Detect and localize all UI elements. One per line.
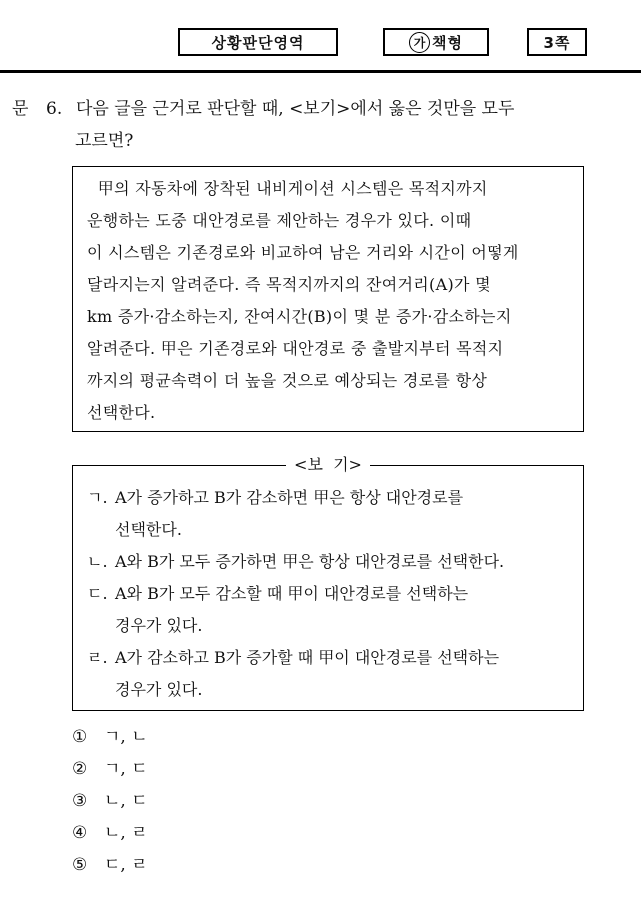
bogi-text: A가 증가하고 B가 감소하면 甲은 항상 대안경로를 (115, 488, 464, 507)
question-number: 6. (46, 99, 63, 119)
answer-option-4[interactable] (72, 822, 148, 854)
bogi-item-nieun (87, 546, 565, 578)
bogi-marker: ㄴ. (87, 552, 108, 571)
bogi-text: A가 감소하고 B가 증가할 때 甲이 대안경로를 선택하는 (115, 648, 500, 667)
option-text: ㄴ, ㄷ (104, 791, 148, 811)
option-number: ① (72, 727, 88, 747)
question-line-1 (12, 98, 514, 120)
question-line-2 (75, 130, 133, 152)
option-text: ㄱ, ㄴ (104, 727, 148, 747)
option-text: ㄷ, ㄹ (104, 855, 148, 875)
bogi-marker: ㄱ. (87, 488, 108, 507)
answer-option-1[interactable] (72, 726, 148, 758)
bogi-item-digeut (87, 578, 565, 610)
bogi-text-cont: 경우가 있다. (115, 680, 203, 699)
page-number: 3쪽 (543, 33, 571, 52)
answer-option-3[interactable] (72, 790, 148, 822)
bogi-text: A와 B가 모두 감소할 때 甲이 대안경로를 선택하는 (115, 584, 469, 603)
bogi-text-cont: 경우가 있다. (115, 616, 203, 635)
question-text-2: 고르면? (75, 131, 134, 151)
bogi-title-text: <보 기> (286, 455, 370, 474)
question-text-1: 다음 글을 근거로 판단할 때, <보기>에서 옳은 것만을 모두 (76, 99, 515, 119)
bogi-text: A와 B가 모두 증가하면 甲은 항상 대안경로를 선택한다. (115, 552, 505, 571)
option-number: ③ (72, 791, 88, 811)
section-header-box (178, 28, 338, 56)
question-label: 문 (12, 99, 29, 119)
answer-options (72, 726, 148, 886)
section-title: 상황판단영역 (211, 33, 305, 52)
bogi-marker: ㄷ. (87, 584, 108, 603)
page-number-box (527, 28, 587, 56)
bogi-item-rieul (87, 642, 565, 674)
answer-option-2[interactable] (72, 758, 148, 790)
passage-box (72, 166, 584, 432)
booklet-type-box (383, 28, 489, 56)
passage-line: km 증가·감소하는지, 잔여시간(B)이 몇 분 증가·감소하는지 (87, 307, 512, 326)
bogi-title (72, 455, 584, 475)
option-number: ④ (72, 823, 88, 843)
passage-line: 까지의 평균속력이 더 높을 것으로 예상되는 경로를 항상 (87, 371, 488, 390)
answer-option-5[interactable] (72, 854, 148, 886)
option-text: ㄴ, ㄹ (104, 823, 148, 843)
booklet-type-mark: 가 (409, 32, 430, 53)
booklet-type-label: 책형 (432, 33, 463, 52)
passage-line: 달라지는지 알려준다. 즉 목적지까지의 잔여거리(A)가 몇 (87, 275, 491, 294)
passage-line: 甲의 자동차에 장착된 내비게이션 시스템은 목적지까지 (87, 179, 488, 198)
passage-line: 이 시스템은 기존경로와 비교하여 남은 거리와 시간이 어떻게 (87, 243, 519, 262)
bogi-box (72, 465, 584, 711)
bogi-marker: ㄹ. (87, 648, 108, 667)
passage-line: 운행하는 도중 대안경로를 제안하는 경우가 있다. 이때 (87, 211, 472, 230)
option-number: ⑤ (72, 855, 88, 875)
passage-line: 선택한다. (87, 403, 156, 422)
passage-line: 알려준다. 甲은 기존경로와 대안경로 중 출발지부터 목적지 (87, 339, 504, 358)
bogi-text-cont: 선택한다. (115, 520, 182, 539)
option-text: ㄱ, ㄷ (104, 759, 148, 779)
header-rule (0, 70, 641, 73)
bogi-item-giyeok (87, 482, 565, 514)
option-number: ② (72, 759, 88, 779)
